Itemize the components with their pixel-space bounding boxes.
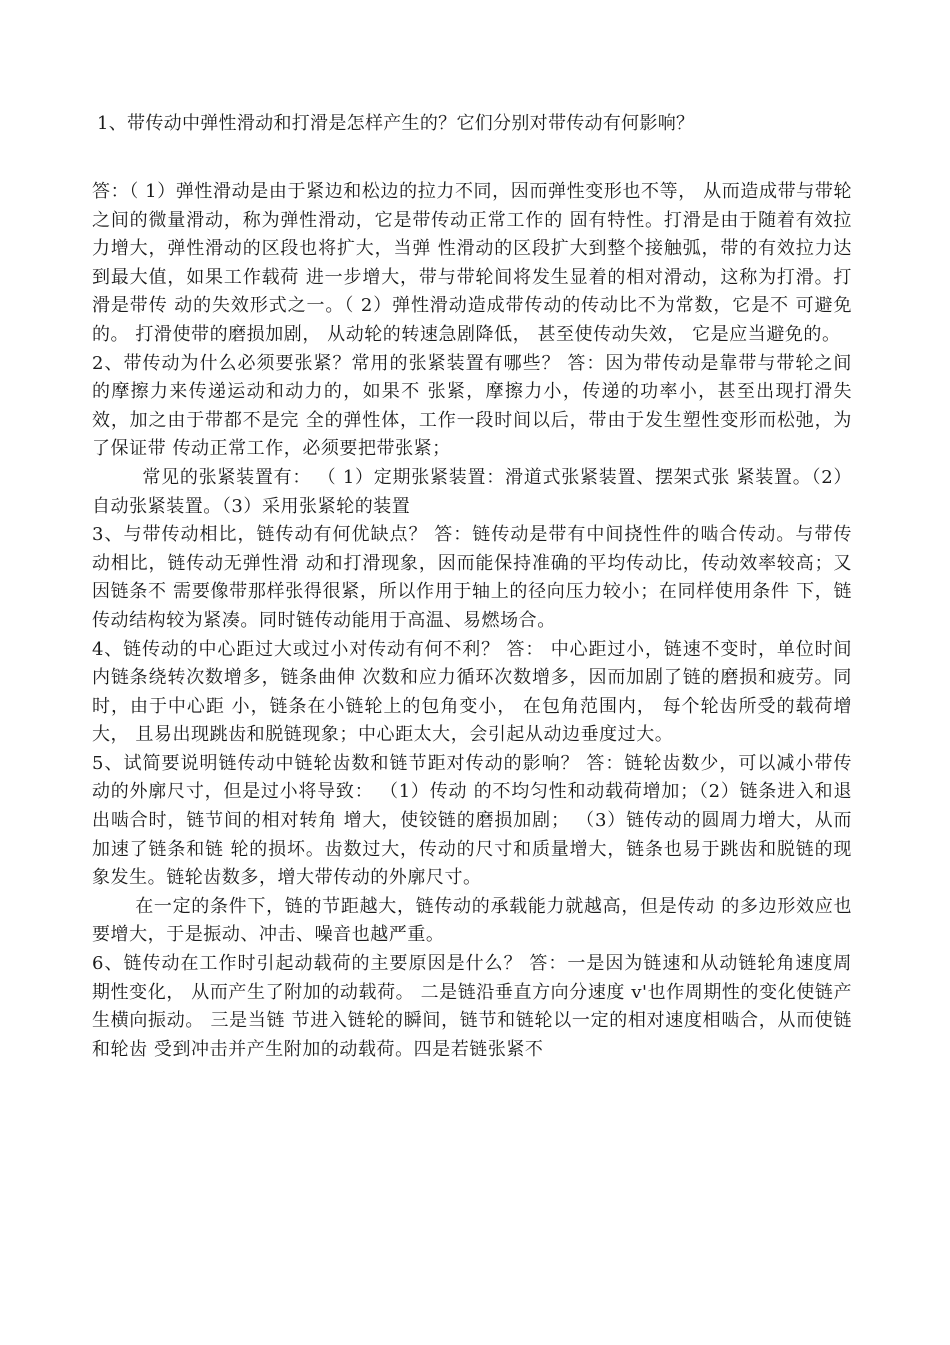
question-2-paragraph: 2、带传动为什么必须要张紧？常用的张紧装置有哪些？ 答：因为带传动是靠带与带轮之间的摩擦力来传递运动和动力的，如果不 张紧，摩擦力小，传递的功率小，甚至出现打滑失效，加之由于带都不是完 全的弹性体，工作一段时间以后，带由于发生塑性变形而松弛，为了保证带 传动正常工作，必须要把带张紧； [92,352,852,460]
chain-pitch-paragraph: 在一定的条件下，链的节距越大，链传动的承载能力就越高，但是传动 的多边形效应也要增大，于是振动、冲击、噪音也越严重。 [92,895,852,946]
document-body [92,178,852,1064]
tensioning-devices-paragraph: 常见的张紧装置有： （ 1）定期张紧装置：滑道式张紧装置、摆架式张 紧装置。（2）自动张紧装置。（3）采用张紧轮的装置 [92,466,852,517]
question-4-paragraph: 4、链传动的中心距过大或过小对传动有何不利？ 答： 中心距过小，链速不变时，单位时间内链条绕转次数增多，链条曲伸 次数和应力循环次数增多，因而加剧了链的磨损和疲劳。同时，由于中心距 小，链条在小链轮上的包角变小， 在包角范围内， 每个轮齿所受的载荷增大， 且易出现跳齿和脱链现象；中心距太大，会引起从动边垂度过大。 [92,638,852,746]
question-1-title: 1、带传动中弹性滑动和打滑是怎样产生的？它们分别对带传动有何影响？ [97,113,695,134]
question-5-paragraph: 5、试简要说明链传动中链轮齿数和链节距对传动的影响？ 答：链轮齿数少，可以减小带传动的外廓尺寸，但是过小将导致： （1）传动 的不均匀性和动载荷增加；（2）链条进入和退出啮合时，链节间的相对转角 增大，使铰链的磨损加剧； （3）链传动的圆周力增大，从而加速了链条和链 轮的损坏。齿数过大，传动的尺寸和质量增大，链条也易于跳齿和脱链的现 象发生。链轮齿数多，增大带传动的外廓尺寸。 [92,752,852,889]
question-3-paragraph: 3、与带传动相比，链传动有何优缺点？ 答：链传动是带有中间挠性件的啮合传动。与带传动相比，链传动无弹性滑 动和打滑现象，因而能保持准确的平均传动比，传动效率较高；又因链条不 需要像带那样张得很紧，所以作用于轴上的径向压力较小；在同样使用条件 下，链传动结构较为紧凑。同时链传动能用于高温、易燃场合。 [92,524,852,631]
answer-1-paragraph: 答：（ 1）弹性滑动是由于紧边和松边的拉力不同，因而弹性变形也不等， 从而造成带与带轮之间的微量滑动，称为弹性滑动，它是带传动正常工作的 固有特性。打滑是由于随着有效拉力增大，弹性滑动的区段也将扩大，当弹 性滑动的区段扩大到整个接触弧，带的有效拉力达到最大值，如果工作载荷 进一步增大，带与带轮间将发生显着的相对滑动，这称为打滑。打滑是带传 动的失效形式之一。（ 2）弹性滑动造成带传动的传动比不为常数，它是不 可避免的。 打滑使带的磨损加剧， 从动轮的转速急剧降低， 甚至使传动失效， 它是应当避免的。 [92,181,852,345]
question-6-paragraph: 6、链传动在工作时引起动载荷的主要原因是什么？ 答：一是因为链速和从动链轮角速度周期性变化， 从而产生了附加的动载荷。 二是链沿垂直方向分速度 v'也作周期性的变化使链产生横向振动。 三是当链 节进入链轮的瞬间，链节和链轮以一定的相对速度相啮合，从而使链和轮齿 受到冲击并产生附加的动载荷。四是若链张紧不 [92,953,852,1060]
